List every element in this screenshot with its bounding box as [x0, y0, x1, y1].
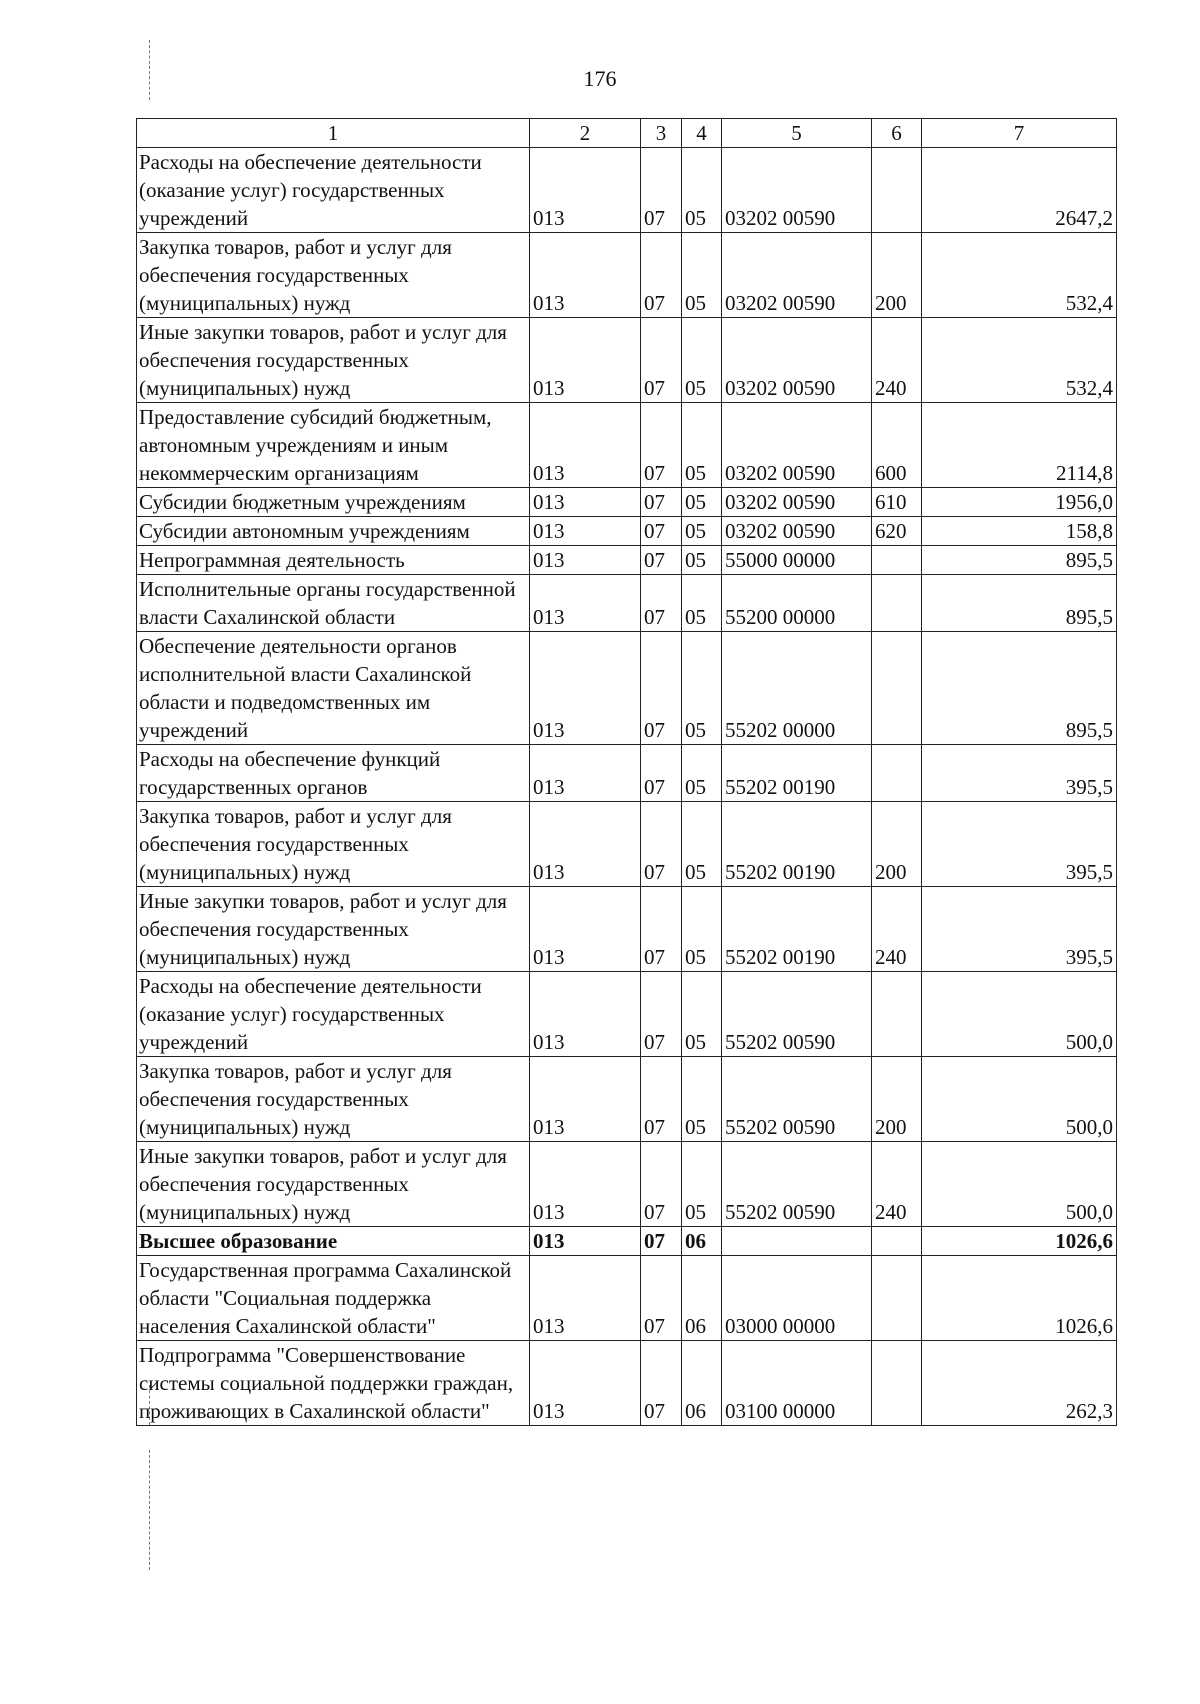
- expense-type-code-cell: 620: [872, 517, 922, 546]
- section-code-cell: 07: [641, 1256, 682, 1341]
- ministry-code-cell: 013: [530, 802, 641, 887]
- section-code-cell: 07: [641, 1142, 682, 1227]
- item-name-cell: Расходы на обеспечение деятельности (оказание услуг) государственных учреждений: [137, 972, 530, 1057]
- section-code-cell: 07: [641, 517, 682, 546]
- item-name-cell: Субсидии автономным учреждениям: [137, 517, 530, 546]
- target-item-code-cell: 55202 00190: [722, 887, 872, 972]
- amount-cell: 395,5: [922, 745, 1117, 802]
- subsection-code-cell: 06: [682, 1256, 722, 1341]
- table-row: [137, 488, 1117, 517]
- subsection-code-cell: 05: [682, 1057, 722, 1142]
- ministry-code-cell: 013: [530, 972, 641, 1057]
- expense-type-code-cell: 240: [872, 1142, 922, 1227]
- table-row: [137, 972, 1117, 1057]
- header-cell: 5: [722, 119, 872, 148]
- ministry-code-cell: 013: [530, 1142, 641, 1227]
- table-body: [137, 148, 1117, 1426]
- amount-cell: 895,5: [922, 632, 1117, 745]
- item-name-cell: Расходы на обеспечение деятельности (оказание услуг) государственных учреждений: [137, 148, 530, 233]
- amount-cell: 395,5: [922, 887, 1117, 972]
- item-name-cell: Исполнительные органы государственной власти Сахалинской области: [137, 575, 530, 632]
- amount-cell: 1956,0: [922, 488, 1117, 517]
- amount-cell: 2114,8: [922, 403, 1117, 488]
- section-code-cell: 07: [641, 488, 682, 517]
- header-cell: 2: [530, 119, 641, 148]
- scan-margin-line: [149, 40, 150, 100]
- page-number: 176: [583, 66, 617, 91]
- expense-type-code-cell: [872, 632, 922, 745]
- ministry-code-cell: 013: [530, 745, 641, 802]
- header-cell: 3: [641, 119, 682, 148]
- section-code-cell: 07: [641, 1227, 682, 1256]
- item-name-cell: Иные закупки товаров, работ и услуг для обеспечения государственных (муниципальных) нужд: [137, 1142, 530, 1227]
- ministry-code-cell: 013: [530, 1341, 641, 1426]
- amount-cell: 532,4: [922, 318, 1117, 403]
- target-item-code-cell: 55202 00000: [722, 632, 872, 745]
- expense-type-code-cell: 200: [872, 802, 922, 887]
- expense-type-code-cell: 600: [872, 403, 922, 488]
- target-item-code-cell: 03202 00590: [722, 403, 872, 488]
- subsection-code-cell: 05: [682, 802, 722, 887]
- amount-cell: 500,0: [922, 1142, 1117, 1227]
- item-name-cell: Подпрограмма "Совершенствование системы социальной поддержки граждан, проживающих в Сахалинской области": [137, 1341, 530, 1426]
- expense-type-code-cell: [872, 972, 922, 1057]
- item-name-cell: Государственная программа Сахалинской области "Социальная поддержка населения Сахалинской области": [137, 1256, 530, 1341]
- ministry-code-cell: 013: [530, 632, 641, 745]
- table-row: [137, 1057, 1117, 1142]
- target-item-code-cell: 03000 00000: [722, 1256, 872, 1341]
- ministry-code-cell: 013: [530, 517, 641, 546]
- subsection-code-cell: 05: [682, 318, 722, 403]
- table-row: [137, 632, 1117, 745]
- table-row: [137, 546, 1117, 575]
- expense-type-code-cell: 610: [872, 488, 922, 517]
- section-code-cell: 07: [641, 745, 682, 802]
- target-item-code-cell: 03202 00590: [722, 233, 872, 318]
- table-row: [137, 318, 1117, 403]
- table-row: [137, 1256, 1117, 1341]
- expense-type-code-cell: [872, 745, 922, 802]
- table-row: [137, 148, 1117, 233]
- table-row: [137, 517, 1117, 546]
- ministry-code-cell: 013: [530, 1256, 641, 1341]
- target-item-code-cell: 55200 00000: [722, 575, 872, 632]
- budget-table: [136, 118, 1117, 1426]
- subsection-code-cell: 05: [682, 148, 722, 233]
- table-row: [137, 1227, 1117, 1256]
- amount-cell: 500,0: [922, 972, 1117, 1057]
- ministry-code-cell: 013: [530, 488, 641, 517]
- expense-type-code-cell: [872, 1227, 922, 1256]
- subsection-code-cell: 05: [682, 745, 722, 802]
- item-name-cell: Непрограммная деятельность: [137, 546, 530, 575]
- expense-type-code-cell: [872, 546, 922, 575]
- amount-cell: 2647,2: [922, 148, 1117, 233]
- table-row: [137, 802, 1117, 887]
- ministry-code-cell: 013: [530, 1057, 641, 1142]
- item-name-cell: Обеспечение деятельности органов исполнительной власти Сахалинской области и подведомственных им учреждений: [137, 632, 530, 745]
- amount-cell: 895,5: [922, 575, 1117, 632]
- subsection-code-cell: 05: [682, 488, 722, 517]
- item-name-cell: Субсидии бюджетным учреждениям: [137, 488, 530, 517]
- expense-type-code-cell: 200: [872, 1057, 922, 1142]
- ministry-code-cell: 013: [530, 887, 641, 972]
- ministry-code-cell: 013: [530, 318, 641, 403]
- target-item-code-cell: 55000 00000: [722, 546, 872, 575]
- amount-cell: 895,5: [922, 546, 1117, 575]
- section-code-cell: 07: [641, 233, 682, 318]
- target-item-code-cell: 03202 00590: [722, 318, 872, 403]
- target-item-code-cell: 55202 00190: [722, 802, 872, 887]
- subsection-code-cell: 05: [682, 972, 722, 1057]
- section-code-cell: 07: [641, 972, 682, 1057]
- target-item-code-cell: [722, 1227, 872, 1256]
- ministry-code-cell: 013: [530, 148, 641, 233]
- header-cell: 1: [137, 119, 530, 148]
- table-row: [137, 1142, 1117, 1227]
- amount-cell: 158,8: [922, 517, 1117, 546]
- header-cell: 4: [682, 119, 722, 148]
- expense-type-code-cell: [872, 575, 922, 632]
- subsection-code-cell: 05: [682, 233, 722, 318]
- subsection-code-cell: 05: [682, 403, 722, 488]
- ministry-code-cell: 013: [530, 403, 641, 488]
- target-item-code-cell: 55202 00190: [722, 745, 872, 802]
- section-code-cell: 07: [641, 632, 682, 745]
- section-code-cell: 07: [641, 1341, 682, 1426]
- header-row: [137, 119, 1117, 148]
- table-row: [137, 745, 1117, 802]
- amount-cell: 500,0: [922, 1057, 1117, 1142]
- expense-type-code-cell: [872, 1256, 922, 1341]
- section-code-cell: 07: [641, 318, 682, 403]
- expense-type-code-cell: 240: [872, 318, 922, 403]
- ministry-code-cell: 013: [530, 1227, 641, 1256]
- item-name-cell: Иные закупки товаров, работ и услуг для обеспечения государственных (муниципальных) нужд: [137, 887, 530, 972]
- expense-type-code-cell: 240: [872, 887, 922, 972]
- section-code-cell: 07: [641, 546, 682, 575]
- item-name-cell: Высшее образование: [137, 1227, 530, 1256]
- item-name-cell: Предоставление субсидий бюджетным, автономным учреждениям и иным некоммерческим организациям: [137, 403, 530, 488]
- item-name-cell: Закупка товаров, работ и услуг для обеспечения государственных (муниципальных) нужд: [137, 802, 530, 887]
- amount-cell: 1026,6: [922, 1256, 1117, 1341]
- section-code-cell: 07: [641, 148, 682, 233]
- section-code-cell: 07: [641, 802, 682, 887]
- item-name-cell: Иные закупки товаров, работ и услуг для обеспечения государственных (муниципальных) нужд: [137, 318, 530, 403]
- target-item-code-cell: 55202 00590: [722, 972, 872, 1057]
- amount-cell: 1026,6: [922, 1227, 1117, 1256]
- target-item-code-cell: 55202 00590: [722, 1142, 872, 1227]
- expense-type-code-cell: 200: [872, 233, 922, 318]
- target-item-code-cell: 55202 00590: [722, 1057, 872, 1142]
- subsection-code-cell: 05: [682, 546, 722, 575]
- amount-cell: 262,3: [922, 1341, 1117, 1426]
- subsection-code-cell: 06: [682, 1227, 722, 1256]
- amount-cell: 395,5: [922, 802, 1117, 887]
- subsection-code-cell: 05: [682, 517, 722, 546]
- header-cell: 6: [872, 119, 922, 148]
- target-item-code-cell: 03202 00590: [722, 488, 872, 517]
- subsection-code-cell: 05: [682, 1142, 722, 1227]
- expense-type-code-cell: [872, 148, 922, 233]
- ministry-code-cell: 013: [530, 575, 641, 632]
- table-row: [137, 403, 1117, 488]
- subsection-code-cell: 05: [682, 575, 722, 632]
- header-cell: 7: [922, 119, 1117, 148]
- subsection-code-cell: 05: [682, 887, 722, 972]
- target-item-code-cell: 03202 00590: [722, 148, 872, 233]
- item-name-cell: Закупка товаров, работ и услуг для обеспечения государственных (муниципальных) нужд: [137, 233, 530, 318]
- item-name-cell: Закупка товаров, работ и услуг для обеспечения государственных (муниципальных) нужд: [137, 1057, 530, 1142]
- ministry-code-cell: 013: [530, 233, 641, 318]
- section-code-cell: 07: [641, 887, 682, 972]
- amount-cell: 532,4: [922, 233, 1117, 318]
- section-code-cell: 07: [641, 575, 682, 632]
- target-item-code-cell: 03202 00590: [722, 517, 872, 546]
- section-code-cell: 07: [641, 1057, 682, 1142]
- table-row: [137, 575, 1117, 632]
- table-row: [137, 1341, 1117, 1426]
- scan-margin-line: [149, 1450, 150, 1570]
- item-name-cell: Расходы на обеспечение функций государственных органов: [137, 745, 530, 802]
- section-code-cell: 07: [641, 403, 682, 488]
- table-row: [137, 887, 1117, 972]
- subsection-code-cell: 05: [682, 632, 722, 745]
- target-item-code-cell: 03100 00000: [722, 1341, 872, 1426]
- subsection-code-cell: 06: [682, 1341, 722, 1426]
- expense-type-code-cell: [872, 1341, 922, 1426]
- ministry-code-cell: 013: [530, 546, 641, 575]
- table-row: [137, 233, 1117, 318]
